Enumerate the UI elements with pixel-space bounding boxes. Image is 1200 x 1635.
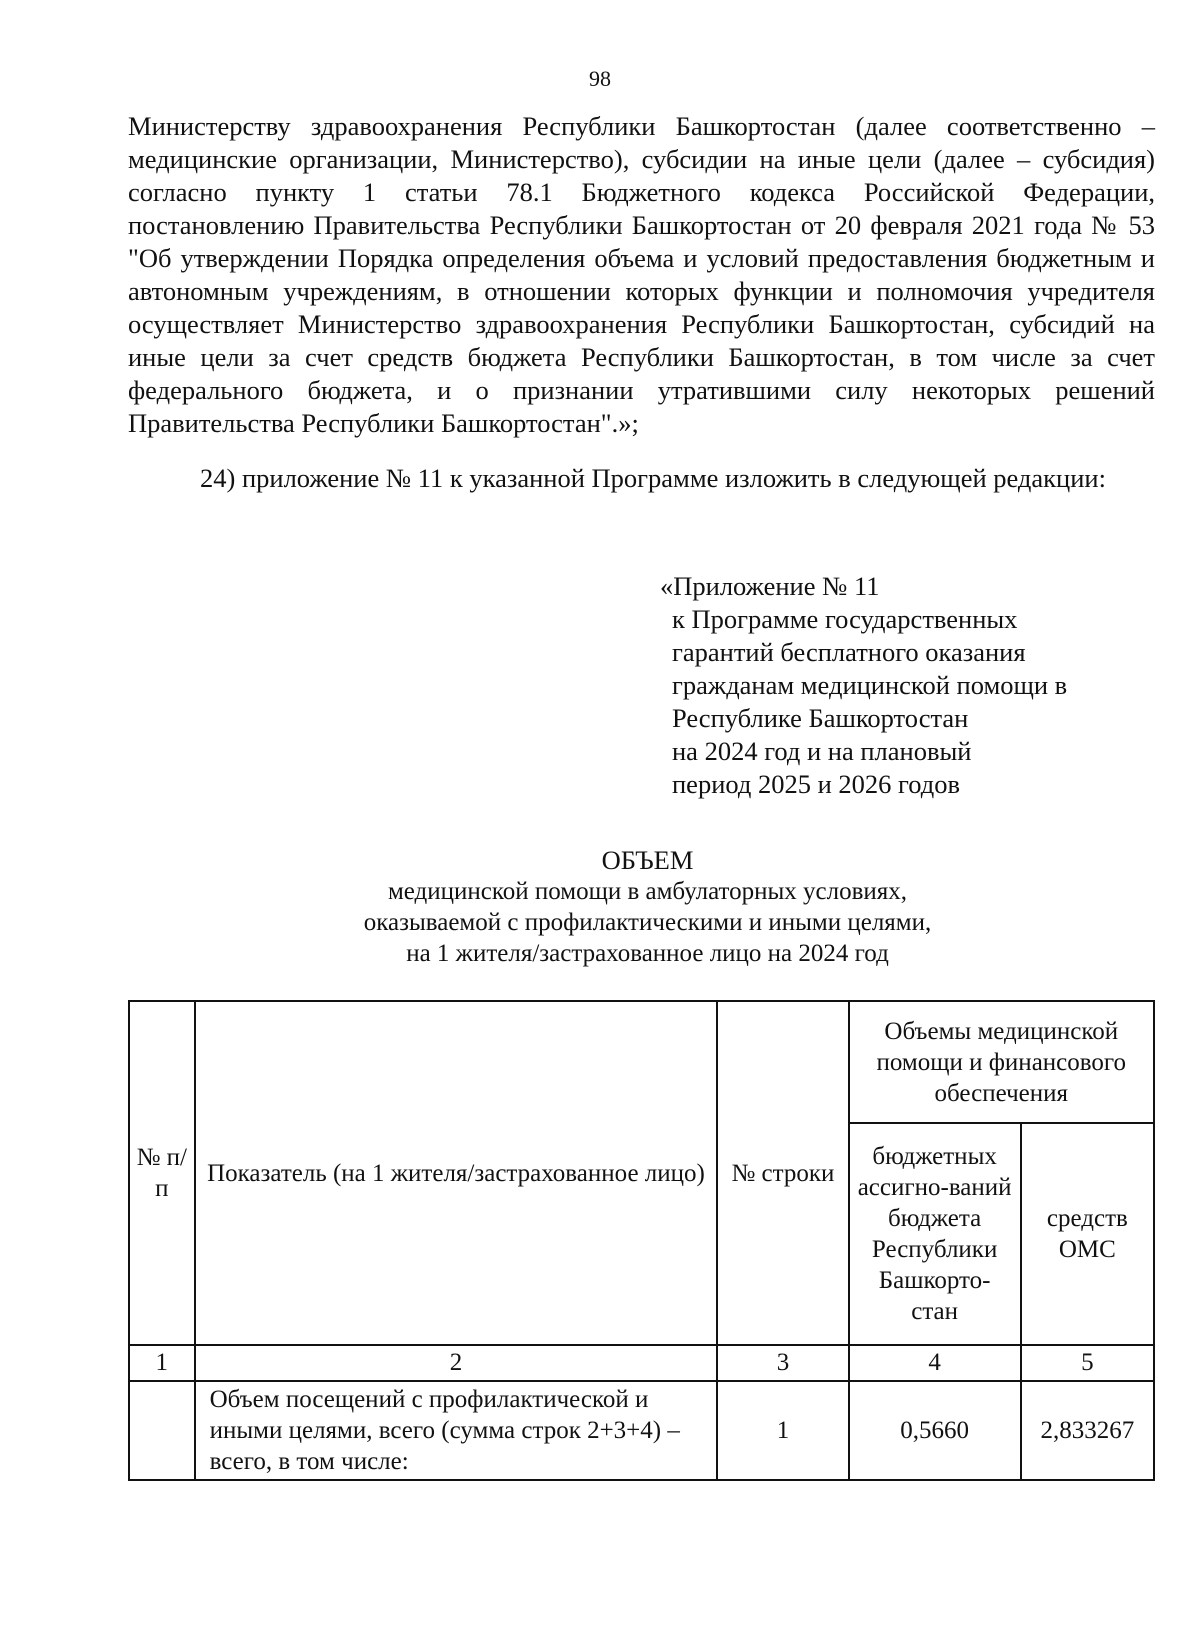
column-number: 2 [195,1345,718,1381]
column-number: 1 [129,1345,195,1381]
subtitle-line: на 1 жителя/застрахованное лицо на 2024 год [406,940,889,967]
appendix-line: «Приложение № 11 [660,571,880,601]
row-line-number-cell: 1 [717,1381,848,1480]
header-budget: бюджетных ассигно-ваний бюджета Республики Башкорто-стан [849,1123,1021,1345]
subtitle-line: медицинской помощи в амбулаторных условиях, [387,878,908,905]
row-budget-cell: 0,5660 [849,1381,1021,1480]
header-group: Объемы медицинской помощи и финансового обеспечения [849,1001,1154,1123]
volume-table [128,1000,1155,1481]
document-subtitle [0,876,1200,969]
header-num: № п/п [129,1001,195,1345]
row-indicator-cell: Объем посещений с профилактической и иными целями, всего (сумма строк 2+3+4) – всего, в том числе: [195,1381,718,1480]
appendix-line: гарантий бесплатного оказания [672,637,1026,667]
column-number-row [129,1345,1154,1381]
subtitle-line: оказываемой с профилактическими и иными целями, [363,909,932,936]
table-header-row [129,1001,1154,1123]
appendix-line: на 2024 год и на плановый [672,736,972,766]
document-title: ОБЪЕМ [601,845,694,875]
body-paragraph-2: 24) приложение № 11 к указанной Программе изложить в следующей редакции: [200,463,1106,493]
row-oms-cell: 2,833267 [1021,1381,1154,1480]
row-num-cell [129,1381,195,1480]
column-number: 4 [849,1345,1021,1381]
page-number: 98 [589,66,611,91]
body-paragraph-1: Министерству здравоохранения Республики Башкортостан (далее соответственно – медицинские организации, Министерство), субсидии на иные цели (далее – субсидия) согласно пункту 1 статьи 78.1 Бюджетного кодекса Российской Федерации, постановлению Правительства Республики Башкортостан от 20 февраля 2021 года № 53 "Об утверждении Порядка определения объема и условий предоставления бюджетным и автономным учреждениям, в отношении которых функции и полномочия учредителя осуществляет Министерство здравоохранения Республики Башкортостан, субсидий на иные цели за счет средств бюджета Республики Башкортостан, в том числе за счет федерального бюджета, и о признании утратившими силу некоторых решений Правительства Республики Башкортостан".»; [128,111,1155,438]
header-row-num: № строки [717,1001,848,1345]
header-oms: средств ОМС [1021,1123,1154,1345]
column-number: 5 [1021,1345,1154,1381]
header-indicator: Показатель (на 1 жителя/застрахованное лицо) [195,1001,718,1345]
table-row [129,1381,1154,1480]
appendix-line: Республике Башкортостан [672,703,969,733]
appendix-line: период 2025 и 2026 годов [672,769,960,799]
appendix-line: к Программе государственных [672,604,1018,634]
column-number: 3 [717,1345,848,1381]
appendix-line: гражданам медицинской помощи в [672,670,1068,700]
appendix-header [660,570,1160,801]
